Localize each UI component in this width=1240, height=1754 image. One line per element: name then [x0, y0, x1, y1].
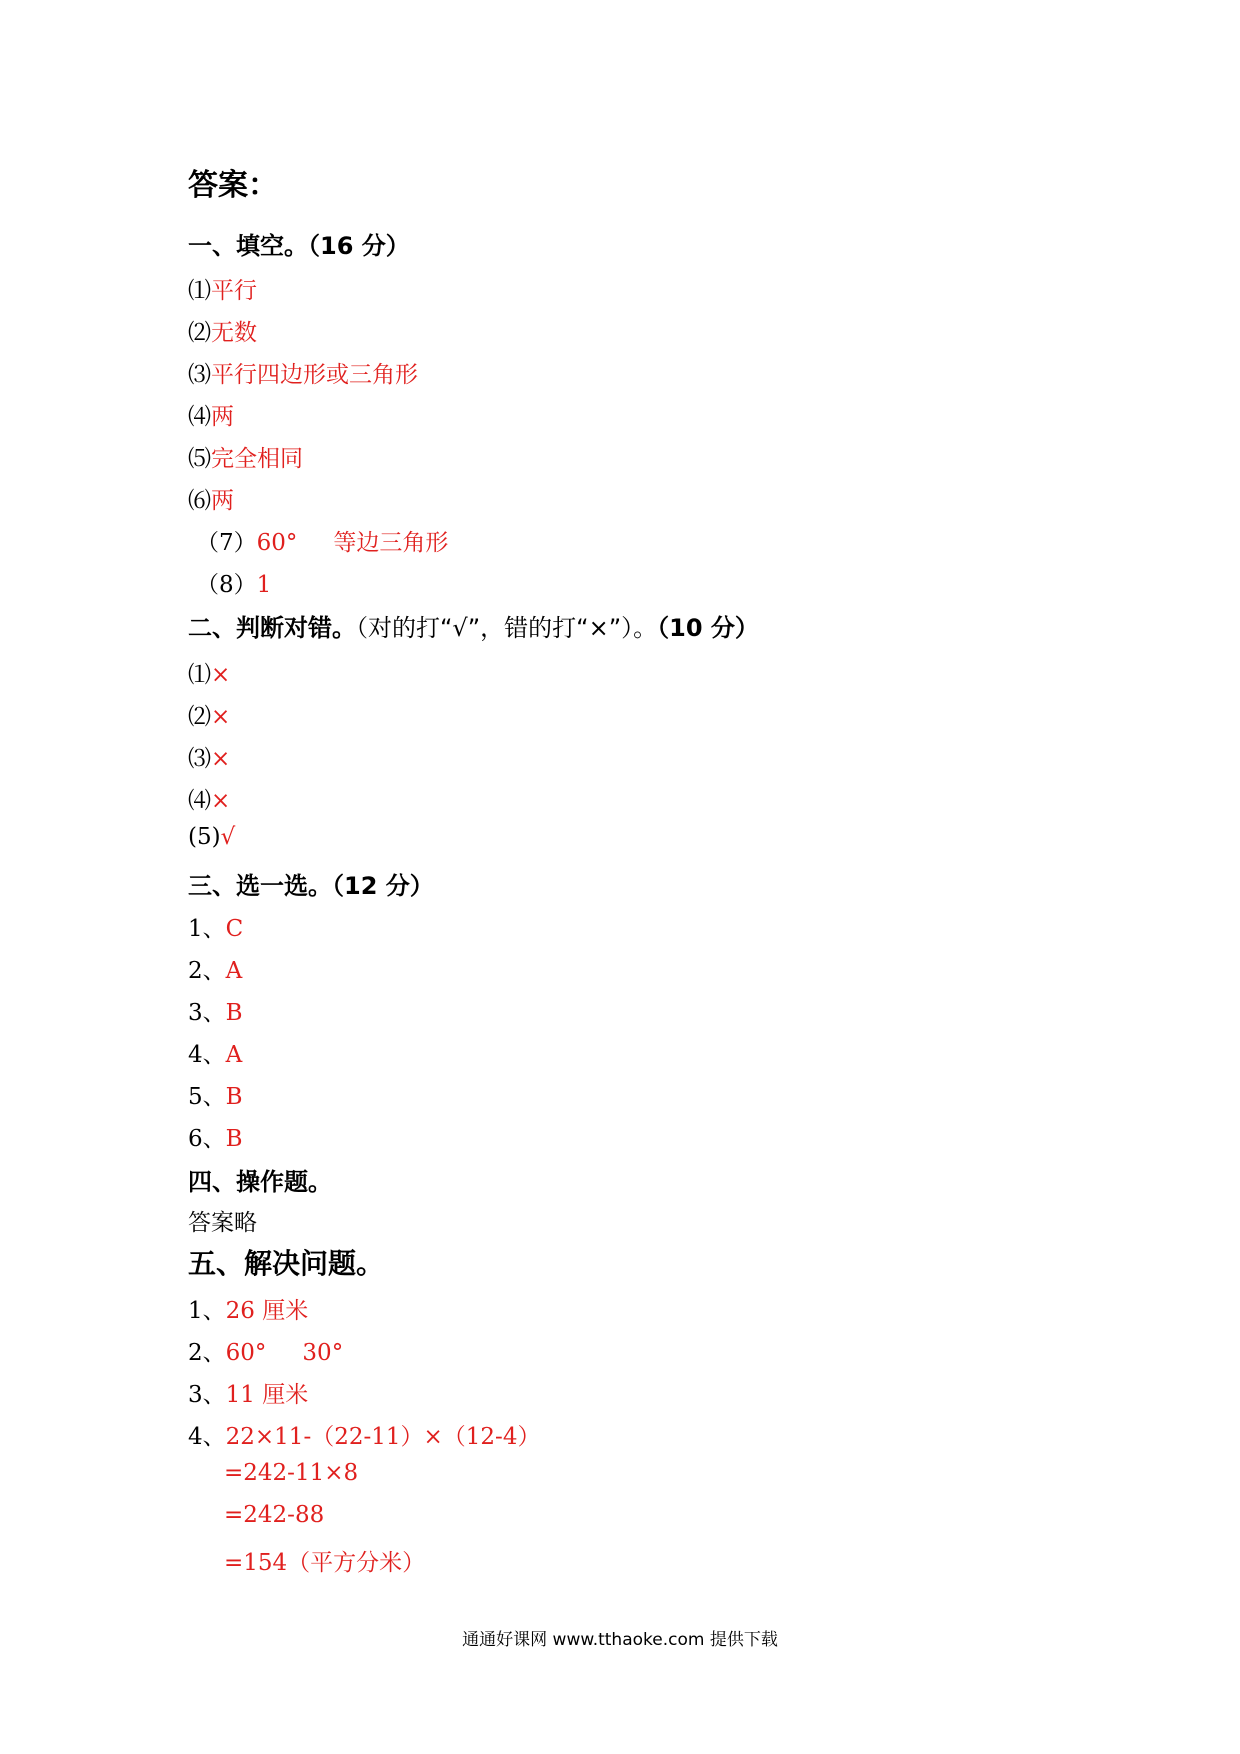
section-2-score: （10 分）: [657, 614, 759, 642]
item-answer: ×: [211, 662, 231, 688]
item-answer: 两: [211, 404, 234, 430]
s1-item-2: [188, 314, 257, 347]
item-number: 3、: [188, 1000, 226, 1026]
item-answer: 11 厘米: [225, 1382, 309, 1408]
s5-item-3: [188, 1376, 308, 1409]
item-answer: B: [225, 1084, 243, 1110]
s3-item-4: [188, 1036, 242, 1069]
item-answer: 两: [211, 488, 234, 514]
section-2-heading: [188, 608, 759, 643]
item-answer-2: 等边三角形: [333, 530, 449, 556]
item-number: 6、: [188, 1126, 226, 1152]
item-number: （8）: [196, 572, 257, 598]
s1-item-1: [188, 272, 257, 305]
section-5-heading: 五、解决问题。: [188, 1247, 385, 1280]
s2-item-4: [188, 782, 230, 815]
section-1-heading: 一、填空。（16 分）: [188, 232, 410, 260]
s3-item-3: [188, 994, 243, 1027]
item-number: 1、: [188, 1298, 226, 1324]
item-answer: 26 厘米: [225, 1298, 309, 1324]
item-number: 2、: [188, 1340, 226, 1366]
item-answer: 1: [256, 572, 272, 598]
item-answer: 平行: [211, 278, 257, 304]
footer-text: 通通好课网 www.tthaoke.com 提供下载: [462, 1630, 778, 1650]
item-number: 2、: [188, 958, 226, 984]
item-answer: ×: [211, 746, 231, 772]
item-answer: 22×11-（22-11）×（12-4）: [225, 1424, 541, 1450]
s5-item-1: [188, 1292, 308, 1325]
section-4-text: 答案略: [188, 1210, 257, 1236]
item-number: 1、: [188, 916, 226, 942]
section-4-heading: 四、操作题。: [188, 1168, 332, 1196]
s3-item-1: [188, 910, 243, 943]
item-number: ⑶: [188, 362, 211, 388]
s1-item-6: [188, 482, 234, 515]
item-answer: 完全相同: [211, 446, 303, 472]
calc-line-2: =242-88: [224, 1502, 325, 1528]
item-number: ⑵: [188, 704, 211, 730]
item-answer: ×: [211, 788, 231, 814]
item-answer: 无数: [211, 320, 257, 346]
item-number: ⑴: [188, 278, 211, 304]
s1-item-8: [196, 566, 271, 599]
section-3-heading: 三、选一选。（12 分）: [188, 872, 434, 900]
s1-item-3: [188, 356, 418, 389]
item-number: ⑴: [188, 662, 211, 688]
item-answer-2: 30°: [302, 1340, 344, 1366]
item-answer: 平行四边形或三角形: [211, 362, 418, 388]
s3-item-2: [188, 952, 242, 985]
s5-item-4: [188, 1418, 540, 1451]
calc-line-1: =242-11×8: [224, 1460, 359, 1486]
page-title: 答案：: [188, 168, 278, 203]
item-answer: ×: [211, 704, 231, 730]
item-answer: A: [225, 1042, 243, 1068]
s1-item-7: [196, 524, 448, 557]
s3-item-5: [188, 1078, 243, 1111]
item-number: ⑸: [188, 446, 211, 472]
section-2-title: 二、判断对错。: [188, 614, 356, 642]
s5-item-2: [188, 1334, 343, 1367]
item-answer: B: [225, 1000, 243, 1026]
s2-item-5: [188, 824, 235, 850]
s3-item-6: [188, 1120, 243, 1153]
item-number: 5、: [188, 1084, 226, 1110]
section-2-note: （对的打“√”，错的打“×”）。: [356, 614, 658, 642]
item-answer: √: [220, 824, 236, 850]
item-number: ⑷: [188, 788, 211, 814]
s1-item-5: [188, 440, 303, 473]
s1-item-4: [188, 398, 234, 431]
calc-line-3: =154（平方分米）: [224, 1550, 426, 1576]
s2-item-2: [188, 698, 230, 731]
item-answer: B: [225, 1126, 243, 1152]
item-answer: A: [225, 958, 243, 984]
item-number: （7）: [196, 530, 257, 556]
item-answer-1: 60°: [256, 530, 298, 556]
item-number: 3、: [188, 1382, 226, 1408]
item-number: (5): [188, 824, 221, 850]
item-number: 4、: [188, 1424, 226, 1450]
item-number: ⑵: [188, 320, 211, 346]
item-number: ⑹: [188, 488, 211, 514]
item-number: ⑶: [188, 746, 211, 772]
item-number: ⑷: [188, 404, 211, 430]
item-number: 4、: [188, 1042, 226, 1068]
item-answer: C: [225, 916, 244, 942]
s2-item-3: [188, 740, 230, 773]
s2-item-1: [188, 656, 230, 689]
item-answer-1: 60°: [225, 1340, 267, 1366]
